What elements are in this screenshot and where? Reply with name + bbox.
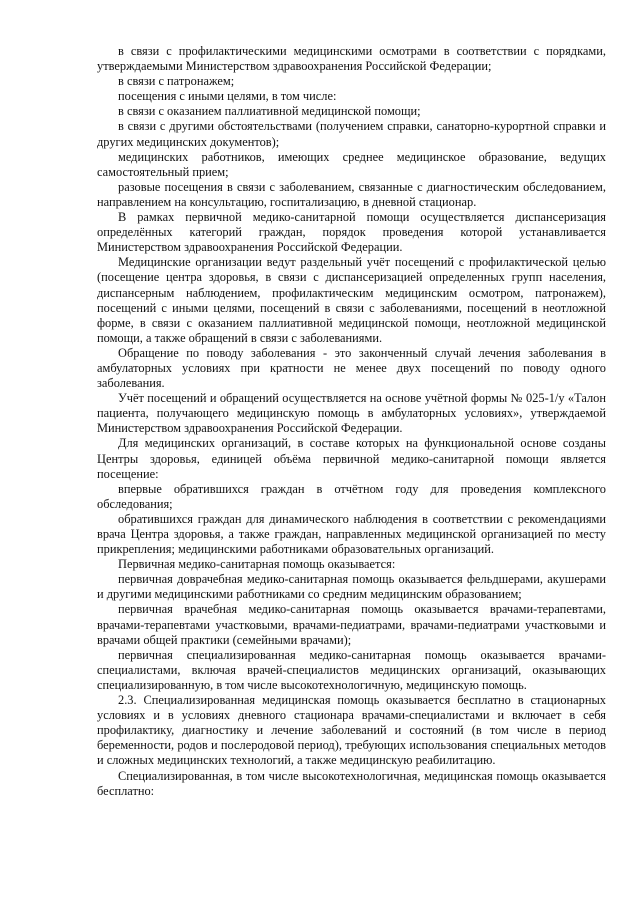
paragraph: Медицинские организации ведут раздельный учёт посещений с профилактической целью (посещение центра здоровья, в связи с диспансеризацией определенных групп населения, диспансерным наблюдением, профилактическим медицинским осмотром, патронажем), посещений с иными целями, посещений в связи с заболеваниями, посещений в неотложной форме, в связи с оказанием паллиативной медицинской помощи, неотложной медицинской помощи, а также обращений в связи с заболеваниями. xyxy=(97,255,606,345)
paragraph: в связи с патронажем; xyxy=(118,74,235,89)
paragraph: В рамках первичной медико-санитарной помощи осуществляется диспансеризация определённых категорий граждан, порядок проведения которой устанавливается Министерством здравоохранения Российской Федерации. xyxy=(97,210,606,255)
paragraph: Первичная медико-санитарная помощь оказывается: xyxy=(118,557,396,572)
paragraph: Специализированная, в том числе высокотехнологичная, медицинская помощь оказывается бесплатно: xyxy=(97,768,606,798)
paragraph: Учёт посещений и обращений осуществляется на основе учётной формы № 025-1/у «Талон пациента, получающего медицинскую помощь в амбулаторных условиях», утверждаемой Министерством здравоохранения Российской Федерации. xyxy=(97,391,606,436)
paragraph: Обращение по поводу заболевания - это законченный случай лечения заболевания в амбулаторных условиях при кратности не менее двух посещений по поводу одного заболевания. xyxy=(97,345,606,391)
paragraph: обратившихся граждан для динамического наблюдения в соответствии с рекомендациями врача Центра здоровья, а также граждан, направленных медицинской организацией по месту прикрепления; медицинскими работниками образовательных организаций. xyxy=(97,511,606,557)
paragraph: Для медицинских организаций, в составе которых на функциональной основе созданы Центры здоровья, единицей объёма первичной медико-санитарной помощи является посещение: xyxy=(97,436,606,481)
paragraph: медицинских работников, имеющих среднее медицинское образование, ведущих самостоятельный прием; xyxy=(97,149,606,179)
paragraph: первичная специализированная медико-санитарная помощь оказывается врачами-специалистами, включая врачей-специалистов медицинских организаций, оказывающих специализированную, в том числе высокотехнологичную, медицинскую помощь. xyxy=(97,647,606,692)
paragraph: первичная доврачебная медико-санитарная помощь оказывается фельдшерами, акушерами и другими медицинскими работниками со средним медицинским образованием; xyxy=(97,572,606,602)
paragraph: разовые посещения в связи с заболеванием, связанные с диагностическим обследованием, направлением на консультацию, госпитализацию, в дневной стационар. xyxy=(97,179,606,209)
paragraph: впервые обратившихся граждан в отчётном году для проведения комплексного обследования; xyxy=(97,481,606,511)
paragraph: в связи с другими обстоятельствами (получением справки, санаторно-курортной справки и других медицинских документов); xyxy=(97,119,606,149)
paragraph: в связи с профилактическими медицинскими осмотрами в соответствии с порядками, утверждаемыми Министерством здравоохранения Российской Федерации; xyxy=(97,44,606,74)
paragraph: в связи с оказанием паллиативной медицинской помощи; xyxy=(118,104,421,119)
paragraph: первичная врачебная медико-санитарная помощь оказывается врачами-терапевтами, врачами-терапевтами участковыми, врачами-педиатрами, врачами-педиатрами участковыми и врачами общей практики (семейными врачами); xyxy=(97,602,606,647)
paragraph: посещения с иными целями, в том числе: xyxy=(118,89,337,104)
paragraph: 2.3. Специализированная медицинская помощь оказывается бесплатно в стационарных условиях и в условиях дневного стационара врачами-специалистами и включает в себя профилактику, диагностику и лечение заболеваний и состояний (в том числе в период беременности, родов и послеродовой период), требующих использования специальных методов и сложных медицинских технологий, а также медицинскую реабилитацию. xyxy=(97,693,606,768)
